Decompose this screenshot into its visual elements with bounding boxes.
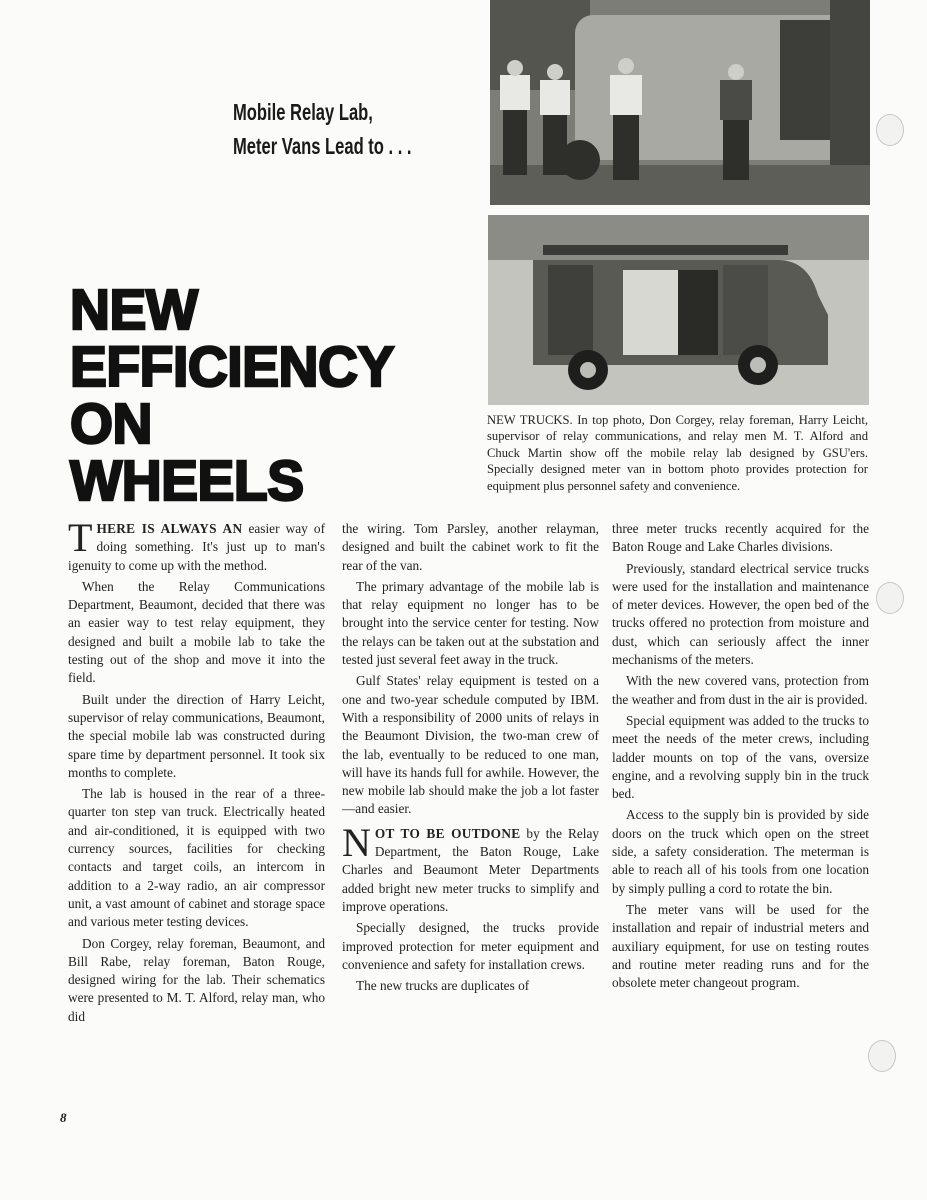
caption-lead: NEW TRUCKS.: [487, 413, 573, 427]
subtitle-line-1: Mobile Relay Lab,: [233, 99, 373, 125]
drop-cap: N: [342, 819, 371, 865]
paragraph: Built under the direction of Harry Leicht, supervisor of relay communications, Beaumont, the special mobile lab was constructed during spare time by department personnel. It took six months to complete.: [68, 691, 325, 780]
relay-lab-photo-image: [490, 0, 870, 205]
caption-text: In top photo, Don Corgey, relay foreman, Harry Leicht, supervisor of relay communications, and relay men M. T. Alford and Chuck Martin show off the mobile relay lab designed by GSU'ers. Specially designed meter van in bottom photo provides protection for equipment plus personnel safety and convenience.: [487, 413, 868, 493]
paragraph: The primary advantage of the mobile lab is that relay equipment no longer has to be brought into the service center for testing. Now the relays can be taken out at the substation and tested just several feet away in the truck.: [342, 578, 599, 668]
lead-in-text: by the Relay Department, the Baton Rouge, Lake Charles and Beaumont Meter Departments added bright new meter trucks to simplify and improve operations.: [342, 825, 599, 914]
paragraph: The meter vans will be used for the installation and repair of industrial meters and auxiliary equipment, for use on testing routes and routine meter reading runs and for the obsolete meter changeout program.: [612, 901, 869, 991]
paragraph-continuation: three meter trucks recently acquired for the Baton Rouge and Lake Charles divisions.: [612, 521, 869, 555]
paragraph: Previously, standard electrical service trucks were used for the installation and maintenance of meter devices. However, the open bed of the trucks offered no protection from moisture and dust, which can seriously affect the inner mechanisms of the meters.: [612, 560, 869, 668]
paragraph: Specially designed, the trucks provide improved protection for meter equipment and convenience and safety for installation crews.: [342, 920, 599, 972]
paragraph: The lab is housed in the rear of a three-quarter ton step van truck. Electrically heated and air-conditioned, it is equipped with two currency sources, facilities for checking contacts and target coils, an intercom in addition to a 2-way radio, an air compressor unit, a vast amount of cabinet and storage space and various meter testing devices.: [68, 786, 325, 930]
paragraph: The new trucks are duplicates of: [356, 978, 530, 994]
lead-in-caps: OT TO BE OUTDONE: [374, 825, 521, 841]
headline-line-1: NEW: [70, 278, 198, 342]
paragraph: Special equipment was added to the trucks to meet the needs of the meter crews, including ladder mounts on top of the vans, oversize engine, and a revolving supply bin in the truck bed.: [612, 712, 869, 802]
binder-hole-icon: [876, 114, 904, 146]
meter-van-photo-image: [488, 215, 869, 405]
article-headline: [70, 278, 394, 513]
headline-line-4: WHEELS: [70, 449, 304, 513]
article-column-3: [612, 520, 869, 995]
intro-paragraph: [68, 515, 325, 575]
photo-mobile-relay-lab: [490, 0, 870, 205]
photo-caption: [487, 412, 868, 494]
binder-hole-icon: [868, 1040, 896, 1072]
article-subtitle: [233, 95, 412, 163]
article-column-1: [68, 515, 325, 1029]
paragraph: Don Corgey, relay foreman, Beaumont, and Bill Rabe, relay foreman, Baton Rouge, designed wiring for the lab. Their schematics were presented to M. T. Alford, relay man, who did: [68, 935, 325, 1024]
headline-line-2: EFFICIENCY: [70, 335, 394, 399]
lead-in-caps: HERE IS ALWAYS AN: [96, 521, 243, 536]
paragraph-continuation: the wiring. Tom Parsley, another relayman, designed and built the cabinet work to fit the rear of the van.: [342, 521, 599, 573]
paragraph: Gulf States' relay equipment is tested on a one and two-year schedule computed by IBM. With a responsibility of 2000 units of relays in the Beaumont Division, the two-man crew of the lab, eventually to be reduced to one man, will have its hands full for awhile. However, the new mobile lab should make the job a lot faster—and easier.: [342, 673, 599, 817]
page-number: 8: [60, 1110, 67, 1125]
subtitle-line-2: Meter Vans Lead to . . .: [233, 133, 412, 159]
lead-in-text: easier way of doing something. It's just up to man's igenuity to come up with the method.: [68, 521, 325, 573]
paragraph: When the Relay Communications Department, Beaumont, decided that there was an easier way to test relay equipment, they designed and built a mobile lab to take the testing out of the shop and move it into the field.: [68, 578, 325, 686]
paragraph: With the new covered vans, protection from the weather and from dust in the air is provided.: [612, 673, 869, 707]
drop-cap: T: [68, 515, 93, 560]
photo-meter-van: [488, 215, 869, 405]
headline-line-3: ON: [70, 392, 152, 456]
paragraph: Access to the supply bin is provided by side doors on the truck which open on the street side, a safety consideration. The meterman is able to reach all of his tools from one location by simply pulling a cord to rotate the bin.: [612, 807, 869, 896]
section-intro-paragraph: [342, 819, 599, 916]
binder-hole-icon: [876, 582, 904, 614]
article-column-2: [342, 520, 599, 998]
